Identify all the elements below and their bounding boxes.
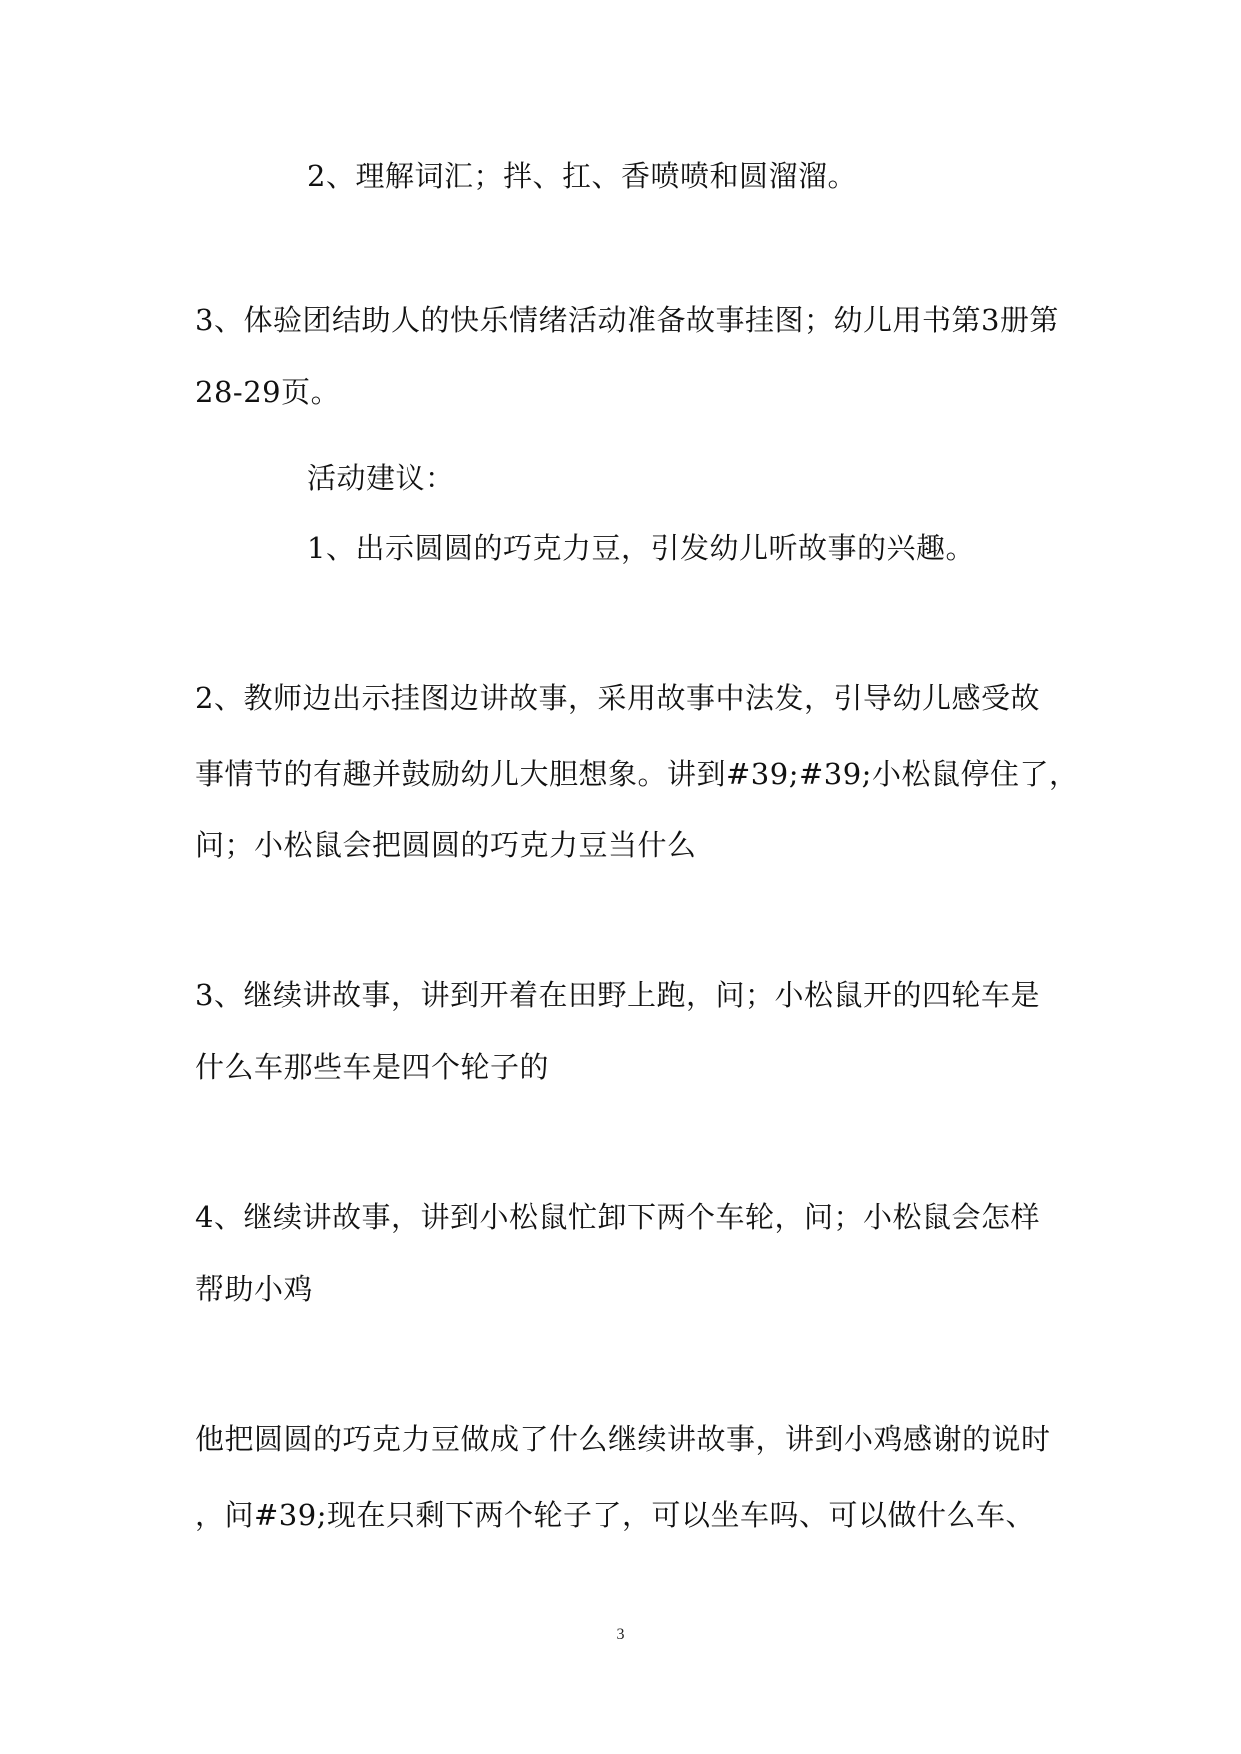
text-line-step3a: 3、继续讲故事，讲到开着在田野上跑，问；小松鼠开的四轮车是 [195,978,1040,1012]
text-line-vocab: 2、理解词汇；拌、扛、香喷喷和圆溜溜。 [307,159,857,193]
text-line-step1: 1、出示圆圆的巧克力豆，引发幼儿听故事的兴趣。 [307,531,975,565]
text-line-emotion: 3、体验团结助人的快乐情绪活动准备故事挂图；幼儿用书第3册第 [195,303,1059,337]
text-line-step2a: 2、教师边出示挂图边讲故事，采用故事中法发，引导幼儿感受故 [195,681,1040,715]
text-line-step4b: 帮助小鸡 [195,1272,314,1306]
text-line-step2c: 问；小松鼠会把圆圆的巧克力豆当什么 [195,828,697,862]
section-heading-suggestions: 活动建议： [307,461,455,495]
page-number: 3 [616,1626,625,1643]
text-line-continue-a: 他把圆圆的巧克力豆做成了什么继续讲故事，讲到小鸡感谢的说时 [195,1422,1051,1456]
text-line-step4a: 4、继续讲故事，讲到小松鼠忙卸下两个车轮，问；小松鼠会怎样 [195,1200,1040,1234]
text-line-step2b: 事情节的有趣并鼓励幼儿大胆想象。讲到#39;#39;小松鼠停住了， [195,757,1079,791]
text-line-pages: 28-29页。 [195,375,341,409]
text-line-continue-b: ，问#39;现在只剩下两个轮子了，可以坐车吗、可以做什么车、 [195,1498,1035,1532]
text-line-step3b: 什么车那些车是四个轮子的 [195,1050,550,1084]
